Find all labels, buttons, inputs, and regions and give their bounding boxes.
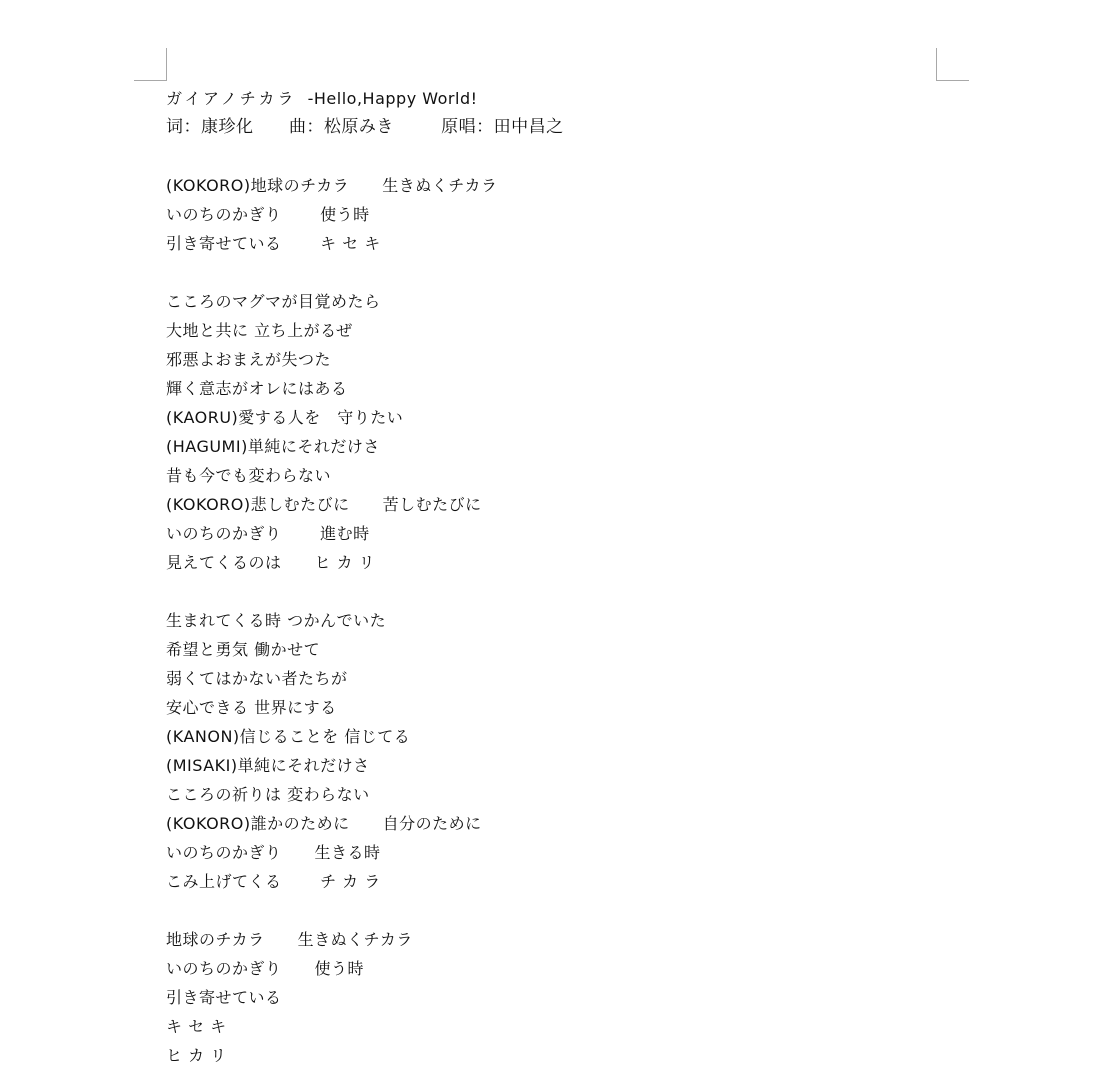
composer-credit: 曲：松原みき [288,117,394,137]
lyric-line: (MISAKI)単純にそれだけさ [166,756,370,775]
crop-mark-top-right-horizontal [936,80,969,81]
lyric-line: 引き寄せている [166,988,282,1007]
blank-line [166,577,926,606]
lyric-line: (KANON)信じることを 信じてる [166,727,411,746]
lyric-line: 引き寄せている キ セ キ [166,234,381,253]
blank-line [166,142,926,171]
verse-3 [166,606,926,896]
lyric-line: 昔も今でも変わらない [166,466,332,485]
lyric-line: 輝く意志がオレにはある [166,379,348,398]
lyric-line: こみ上げてくる チ カ ラ [166,872,381,891]
lyric-line: こころのマグマが目覚めたら [166,292,381,311]
lyricist-credit: 词：康珍化 [166,117,254,137]
lyric-line: ヒ カ リ [166,1046,227,1065]
lyric-line: 大地と共に 立ち上がるぜ [166,321,353,340]
band-name: -Hello,Happy World! [307,89,478,108]
verse-2 [166,287,926,577]
lyric-line: (KOKORO)誰かのために 自分のために [166,814,482,833]
lyric-line: (KOKORO)地球のチカラ 生きぬくチカラ [166,176,498,195]
lyric-line: 安心できる 世界にする [166,698,337,717]
lyric-line: 生まれてくる時 つかんでいた [166,611,387,630]
lyric-line: キ セ キ [166,1017,227,1036]
crop-mark-top-left-vertical [166,48,167,81]
lyric-line: いのちのかぎり 生きる時 [166,843,381,862]
lyric-line: 邪悪よおまえが失つた [166,350,332,369]
credits-line [166,113,926,142]
lyric-line: (KOKORO)悲しむたびに 苦しむたびに [166,495,482,514]
song-title: ガイアノチカラ [166,89,297,108]
lyric-line: いのちのかぎり 進む時 [166,524,370,543]
lyric-line: こころの祈りは 変わらない [166,785,370,804]
song-title-line [166,84,926,113]
lyric-line: いのちのかぎり 使う時 [166,959,365,978]
lyric-line: 弱くてはかない者たちが [166,669,348,688]
crop-mark-top-left-horizontal [134,80,167,81]
crop-mark-top-right-vertical [936,48,937,81]
document-body[interactable] [166,84,926,1070]
verse-4 [166,925,926,1070]
verse-1 [166,171,926,258]
blank-line [166,258,926,287]
lyric-line: 見えてくるのは ヒ カ リ [166,553,376,572]
original-singer-credit: 原唱：田中昌之 [441,117,564,137]
lyric-line: 希望と勇気 働かせて [166,640,321,659]
lyric-line: (HAGUMI)単純にそれだけさ [166,437,380,456]
lyric-line: (KAORU)愛する人を 守りたい [166,408,404,427]
lyric-line: いのちのかぎり 使う時 [166,205,370,224]
blank-line [166,896,926,925]
lyric-line: 地球のチカラ 生きぬくチカラ [166,930,413,949]
